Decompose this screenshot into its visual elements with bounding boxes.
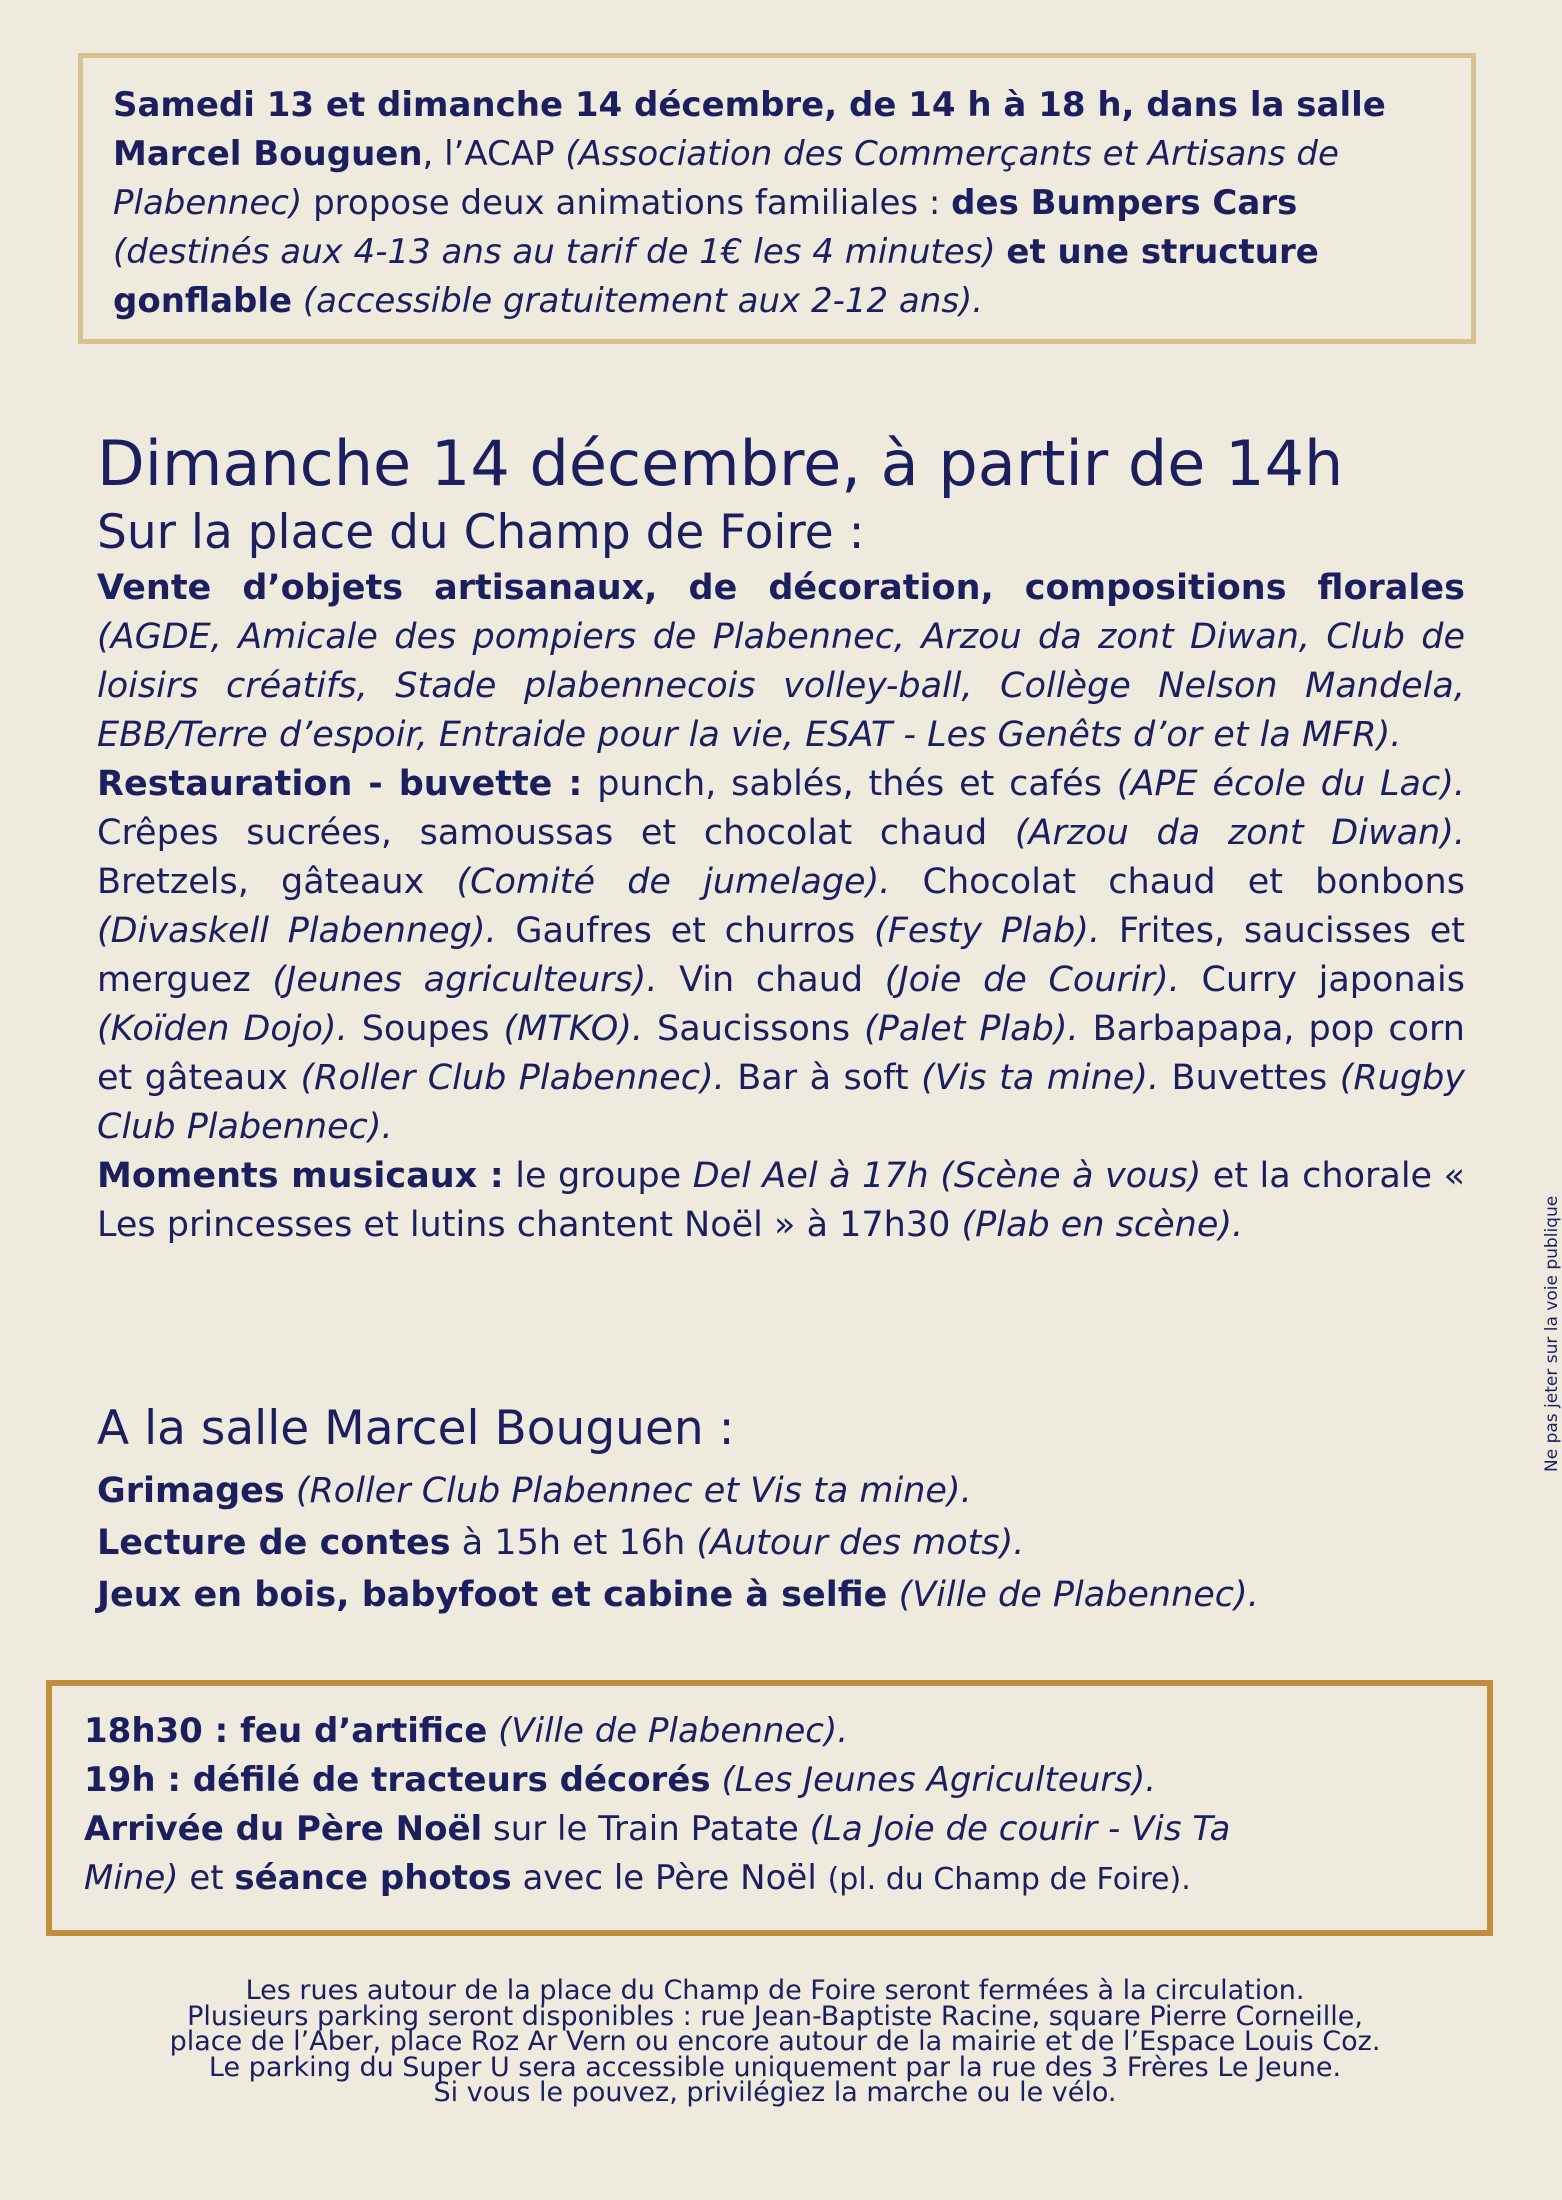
- footer-line: Plusieurs parking seront disponibles : rue Jean-Baptiste Racine, square Pierre Corneille,: [187, 2000, 1363, 2032]
- musique-group: Del Ael à 17h (Scène à vous): [692, 1156, 1202, 1196]
- musique-text: le groupe: [503, 1156, 693, 1196]
- resto-item: Buvettes: [1159, 1058, 1340, 1098]
- intro-text-2: propose deux animations familiales :: [302, 183, 952, 223]
- resto-item: Crêpes sucrées, samoussas et chocolat chaud: [97, 813, 1015, 853]
- pere-noel-text: et: [178, 1858, 235, 1898]
- pere-noel-text: avec le Père Noël: [511, 1858, 828, 1898]
- resto-item: punch, sablés, thés et cafés: [582, 764, 1117, 804]
- footer-line: place de l’Aber, place Roz Ar Vern ou encore autour de la mairie et de l’Espace Louis Coz.: [169, 2026, 1381, 2057]
- restauration-paragraph: [97, 760, 1465, 1152]
- vente-paragraph: [97, 564, 1465, 760]
- resto-org: (APE école du Lac).: [1116, 764, 1465, 804]
- resto-org: (Jeunes agriculteurs).: [272, 960, 658, 1000]
- photos-label: séance photos: [234, 1858, 512, 1898]
- footer-line: Le parking du Super U sera accessible uniquement par la rue des 3 Frères Le Jeune.: [208, 2051, 1342, 2083]
- musique-label: Moments musicaux :: [97, 1156, 504, 1196]
- resto-org: (Vis ta mine).: [921, 1058, 1160, 1098]
- resto-org: (Divaskell Plabenneg).: [97, 911, 497, 951]
- salle-heading: A la salle Marcel Bouguen :: [97, 1401, 735, 1456]
- feu-line: [84, 1707, 1467, 1756]
- defile-label: 19h : défilé de tracteurs décorés: [84, 1760, 711, 1800]
- resto-item: Frites, saucisses et merguez: [97, 911, 1465, 1000]
- resto-item: Saucissons: [643, 1009, 865, 1049]
- defile-line: [84, 1756, 1467, 1805]
- footer-line: Les rues autour de la place du Champ de Foire seront fermées à la circulation.: [245, 1975, 1305, 2006]
- salle-item: [97, 1465, 1477, 1517]
- intro-gonflable: et une structure gonflable: [113, 232, 1319, 321]
- resto-item: Soupes: [347, 1009, 504, 1049]
- salle-item-text: à 15h et 16h: [450, 1523, 697, 1563]
- side-note: Ne pas jeter sur la voie publique: [1542, 1195, 1562, 1472]
- resto-org: (Rugby Club Plabennec).: [97, 1058, 1466, 1147]
- musique-text: et la chorale « Les princesses et lutins chantent Noël » à 17h30: [97, 1156, 1466, 1245]
- resto-item: Vin chaud: [657, 960, 885, 1000]
- pere-noel-place: (pl. du Champ de Foire).: [827, 1862, 1191, 1897]
- pere-noel-label: Arrivée du Père Noël: [84, 1809, 483, 1849]
- salle-item-detail: (Roller Club Plabennec et Vis ta mine).: [284, 1471, 972, 1511]
- intro-acap-detail: (Association des Commerçants et Artisans de Plabennec): [113, 134, 1339, 223]
- salle-item-label: Lecture de contes: [97, 1523, 451, 1563]
- resto-item: Barbapapa, pop corn et gâteaux: [97, 1009, 1465, 1098]
- evening-box: [46, 1680, 1493, 1936]
- resto-org: (Joie de Courir).: [884, 960, 1180, 1000]
- footer-notice: [80, 1975, 1470, 2108]
- resto-org: (Festy Plab).: [874, 911, 1101, 951]
- resto-item: Bar à soft: [724, 1058, 922, 1098]
- resto-org: (Palet Plab).: [864, 1009, 1079, 1049]
- resto-org: (Comité de jumelage).: [456, 862, 891, 902]
- resto-org: (Koïden Dojo).: [97, 1009, 348, 1049]
- pere-noel-text: sur le Train Patate: [482, 1809, 810, 1849]
- musique-org: (Plab en scène).: [961, 1205, 1244, 1245]
- salle-item-label: Jeux en bois, babyfoot et cabine à selfie: [97, 1575, 888, 1615]
- vente-detail: (AGDE, Amicale des pompiers de Plabennec, Arzou da zont Diwan, Club de loisirs créatifs, Stade plabennecois volley-ball, Collège Nelson Mandela, EBB/Terre d’espoir, Entraide pour la vie, ESAT - Les Genêts d’or et la MFR).: [97, 617, 1465, 755]
- resto-org: (Arzou da zont Diwan).: [1014, 813, 1465, 853]
- resto-org: (Roller Club Plabennec).: [300, 1058, 725, 1098]
- restauration-label: Restauration - buvette :: [97, 764, 583, 804]
- resto-item: Chocolat chaud et bonbons: [890, 862, 1465, 902]
- salle-item: [97, 1517, 1477, 1569]
- vente-label: Vente d’objets artisanaux, de décoration, compositions florales: [97, 568, 1465, 608]
- defile-detail: (Les Jeunes Agriculteurs).: [710, 1760, 1157, 1800]
- sunday-title: Dimanche 14 décembre, à partir de 14h: [97, 427, 1344, 500]
- intro-box: [78, 53, 1476, 344]
- salle-item-detail: (Ville de Plabennec).: [887, 1575, 1259, 1615]
- place-heading: Sur la place du Champ de Foire :: [97, 505, 865, 560]
- intro-bumpers-detail: (destinés aux 4-13 ans au tarif de 1€ les 4 minutes): [113, 232, 1007, 272]
- feu-label: 18h30 : feu d’artifice: [84, 1711, 488, 1751]
- resto-item: Bretzels, gâteaux: [97, 862, 457, 902]
- feu-detail: (Ville de Plabennec).: [487, 1711, 849, 1751]
- sunday-body: [97, 564, 1465, 1250]
- salle-item-label: Grimages: [97, 1471, 285, 1511]
- pere-noel-line: [84, 1805, 1304, 1904]
- salle-section: [97, 1395, 1477, 1621]
- footer-line: Si vous le pouvez, privilégiez la marche ou le vélo.: [433, 2077, 1117, 2108]
- intro-text: , l’ACAP: [422, 134, 566, 174]
- musique-paragraph: [97, 1152, 1465, 1250]
- salle-item: [97, 1569, 1477, 1621]
- intro-gonflable-detail: (accessible gratuitement aux 2-12 ans).: [292, 281, 984, 321]
- resto-item: Gaufres et churros: [496, 911, 875, 951]
- intro-dates: Samedi 13 et dimanche 14 décembre, de 14 h à 18 h, dans la salle Marcel Bouguen: [113, 85, 1386, 174]
- resto-org: (MTKO).: [503, 1009, 644, 1049]
- pere-noel-org: (La Joie de courir - Vis Ta Mine): [84, 1809, 1231, 1898]
- resto-item: Curry japonais: [1179, 960, 1466, 1000]
- intro-bumpers: des Bumpers Cars: [951, 183, 1298, 223]
- sunday-section: [97, 422, 1465, 1250]
- salle-item-detail: (Autour des mots).: [696, 1523, 1025, 1563]
